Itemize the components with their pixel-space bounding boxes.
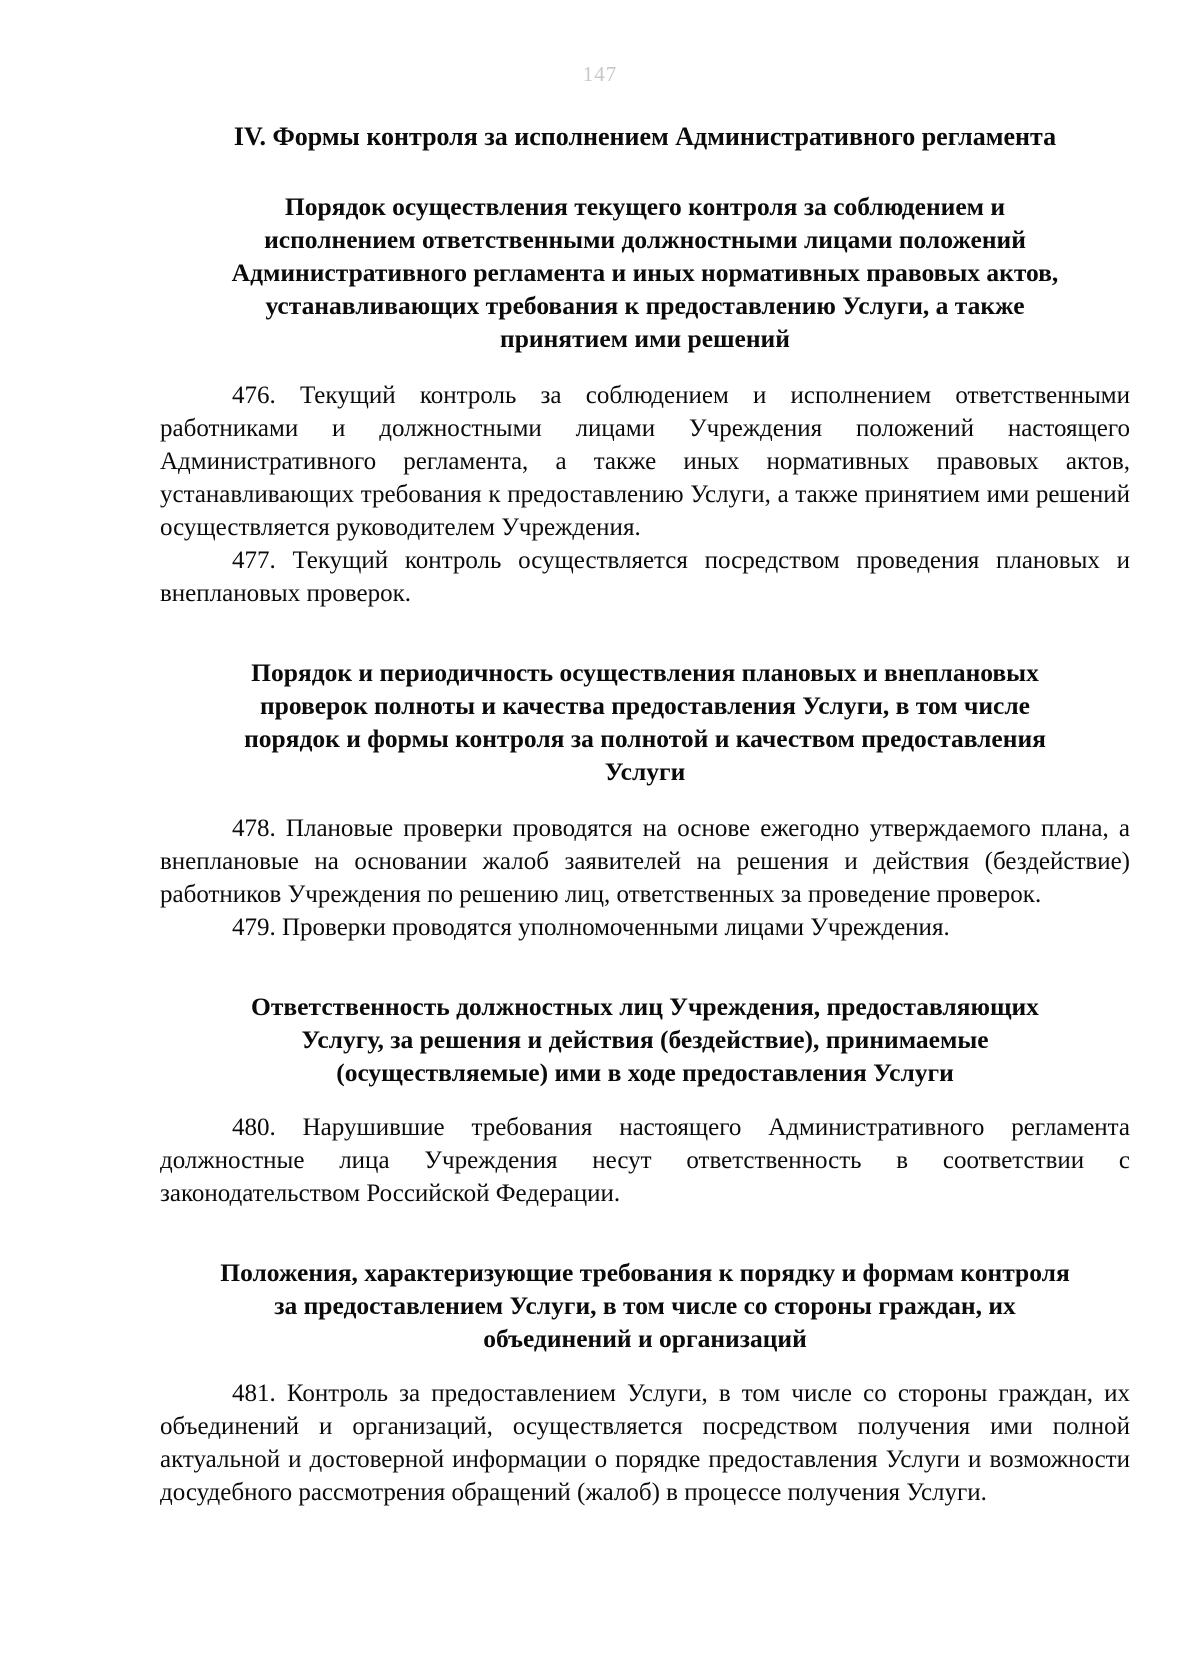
paragraph-text: Текущий контроль за соблюдением и исполнением ответственными работниками и должностными лицами Учреждения положений настоящего Административного регламента, а также иных нормативных правовых актов, устанавливающих требования к предоставлению Услуги, а также принятием ими решений осуществляется руководителем Учреждения. (160, 382, 1130, 541)
document-body (160, 120, 1130, 1509)
paragraph-number: 479. (232, 914, 276, 941)
section-heading (160, 990, 1130, 1089)
paragraph-text: Контроль за предоставлением Услуги, в том числе со стороны граждан, их объединений и организаций, осуществляется посредством получения ими полной актуальной и достоверной информации о порядке предоставления Услуги и возможности досудебного рассмотрения обращений (жалоб) в процессе получения Услуги. (160, 1380, 1130, 1506)
section-heading-line: проверок полноты и качества предоставления Услуги, в том числе (259, 691, 1030, 720)
section-heading-line: Услугу, за решения и действия (бездействие), принимаемые (301, 1025, 989, 1054)
section-heading-line: (осуществляемые) ими в ходе предоставления Услуги (336, 1058, 954, 1087)
section-heading-line: принятием ими решений (500, 324, 790, 353)
paragraph-text: Текущий контроль осуществляется посредством проведения плановых и внеплановых проверок. (160, 547, 1130, 607)
paragraph (160, 812, 1130, 911)
paragraph (160, 911, 1130, 944)
paragraph-number: 480. (232, 1114, 276, 1141)
chapter-title: IV. Формы контроля за исполнением Административного регламента (233, 122, 1057, 151)
section-heading-line: Административного регламента и иных нормативных правовых актов, (231, 258, 1059, 287)
section-heading-line: исполнением ответственными должностными лицами положений (264, 225, 1026, 254)
section-heading (160, 1256, 1130, 1355)
paragraph-number: 477. (232, 547, 276, 574)
paragraph-number: 476. (232, 382, 276, 409)
section-heading-line: порядок и формы контроля за полнотой и качеством предоставления (244, 724, 1046, 753)
paragraph-number: 478. (232, 815, 276, 842)
page-number: 147 (582, 62, 618, 86)
section-heading-line: Порядок осуществления текущего контроля за соблюдением и (284, 192, 1006, 221)
section-heading-line: Положения, характеризующие требования к порядку и формам контроля (220, 1258, 1070, 1287)
section-heading-line: Услуги (604, 757, 686, 786)
paragraph-text: Плановые проверки проводятся на основе ежегодно утверждаемого плана, а внеплановые на основании жалоб заявителей на решения и действия (бездействие) работников Учреждения по решению лиц, ответственных за проведение проверок. (160, 815, 1130, 908)
section-heading-line: устанавливающих требования к предоставлению Услуги, а также (265, 291, 1025, 320)
paragraph-text: Проверки проводятся уполномоченными лицами Учреждения. (282, 914, 950, 941)
section-heading-line: Ответственность должностных лиц Учреждения, предоставляющих (251, 992, 1039, 1021)
paragraph-number: 481. (232, 1380, 276, 1407)
paragraph (160, 379, 1130, 544)
paragraph (160, 1377, 1130, 1509)
paragraph (160, 544, 1130, 610)
section-heading-line: за предоставлением Услуги, в том числе со стороны граждан, их (274, 1291, 1016, 1320)
section-heading-line: Порядок и периодичность осуществления плановых и внеплановых (251, 658, 1039, 687)
paragraph (160, 1111, 1130, 1210)
section-heading-line: объединений и организаций (483, 1324, 807, 1353)
section-heading (160, 656, 1130, 788)
section-heading (160, 190, 1130, 355)
paragraph-text: Нарушившие требования настоящего Административного регламента должностные лица Учреждения несут ответственность в соответствии с законодательством Российской Федерации. (160, 1114, 1131, 1207)
